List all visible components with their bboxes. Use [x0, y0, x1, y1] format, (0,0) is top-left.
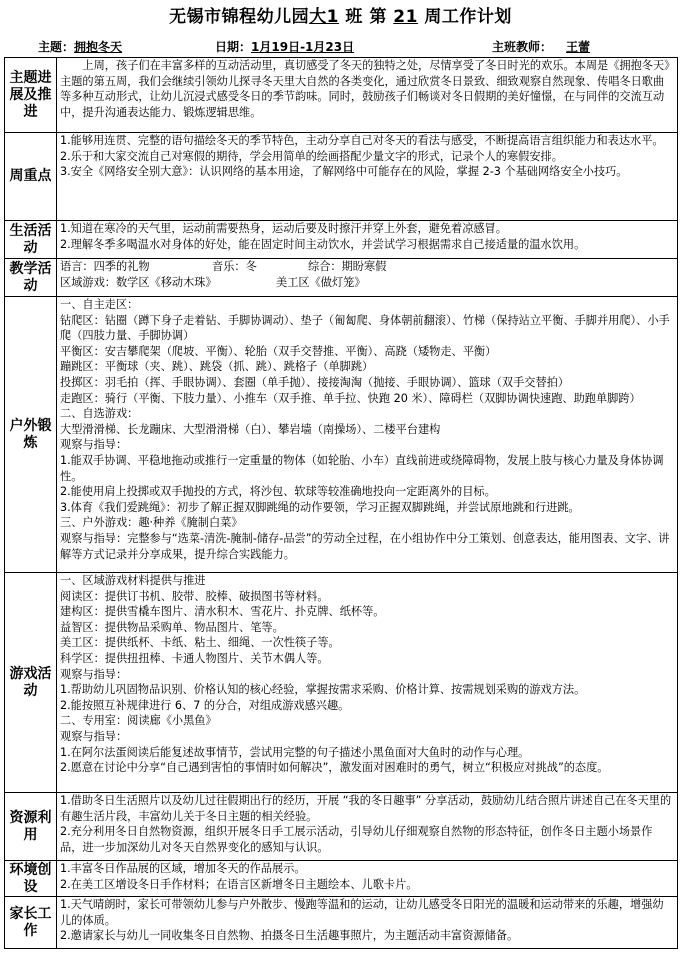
outdoor-line: 蹦跳区：平衡球（夹、跳）、跳袋（抓、跳）、跳格子（单脚跳） — [60, 360, 374, 374]
date-field — [215, 38, 354, 55]
row-focus — [5, 133, 678, 221]
outdoor-line: 1.能双手协调、平稳地拖动或推行一定重量的物体（如轮胎、小车）直线前进或绕障碍物，发展上肢与核心力量及身体协调性。 — [60, 453, 664, 483]
date-value: 1月19日-1月23日 — [251, 40, 355, 54]
games-line: 科学区：提供扭扭棒、卡通人物图片、关节木偶人等。 — [60, 651, 329, 665]
plan-table — [4, 57, 678, 949]
games-line: 二、专用室：阅读廊《小黑鱼》 — [60, 714, 217, 728]
environment-content — [57, 861, 678, 897]
games-line: 1.帮助幼儿巩固物品识别、价格认知的核心经验，掌握按需求采购、价格计算、按需规划采购的游戏方法。 — [60, 683, 586, 697]
teaching-language: 语言：四季的礼物 — [60, 260, 150, 273]
games-label: 游戏活动 — [5, 573, 57, 793]
row-progress — [5, 58, 678, 133]
row-life — [5, 221, 678, 259]
teaching-label: 教学活动 — [5, 259, 57, 297]
outdoor-content — [57, 297, 678, 573]
focus-label: 周重点 — [5, 133, 57, 221]
environment-item: 1.丰富冬日作品展的区域，增加冬天的作品展示。 — [60, 862, 306, 875]
school-name: 无锡市锦程幼儿园 — [169, 7, 310, 27]
focus-item: 3.安全《网络安全别大意》：认识网络的基本用途，了解网络中可能存在的风险，掌握 2-3 个基础网络安全小技巧。 — [60, 165, 628, 179]
theme-field — [38, 38, 122, 55]
environment-item: 2.在美工区增设冬日手作材料；在语言区新增冬日主题绘本、儿歌卡片。 — [60, 877, 418, 891]
outdoor-line: 2.能使用肩上投掷或双手抛投的方式，将沙包、软球等较准确地投向一定距离外的目标。 — [60, 485, 496, 499]
outdoor-line: 观察与指导：完整参与“选菜-清洗-腌制-储存-品尝”的劳动全过程，在小组协作中分工策划、创意表达，能用图表、文字、讲解等方式记录并分享成果，提升综合实践能力。 — [60, 531, 670, 561]
progress-label: 主题进展及推进 — [5, 58, 57, 133]
parents-content — [57, 897, 678, 949]
games-line: 美工区：提供纸杯、卡纸、粘土、细绳、一次性筷子等。 — [60, 636, 340, 650]
resources-content — [57, 793, 678, 861]
outdoor-line: 3.体育《我们爱跳绳》：初步了解正握双脚跳绳的动作要领，学习正握双脚跳绳，并尝试原地跳和行进跳。 — [60, 500, 580, 514]
outdoor-line: 投掷区：羽毛拍（挥、手眼协调）、套圈（单手抛）、接接淘淘（抛接、手眼协调）、篮球（双手交替拍） — [60, 375, 570, 389]
teaching-music: 音乐：冬 — [212, 260, 257, 273]
teaching-row-1 — [60, 259, 674, 275]
outdoor-line: 大型滑滑梯、长龙蹦床、大型滑滑梯（白）、攀岩墙（南操场）、二楼平台建构 — [60, 422, 441, 436]
date-label: 日期： — [215, 40, 252, 54]
resources-item: 2.充分利用冬日自然物资源，组织开展冬日手工展示活动，引导幼儿仔细观察自然物的形态特征，创作冬日主题小场景作品，进一步加深幼儿对冬天自然界变化的感知与认识。 — [60, 825, 653, 854]
focus-item: 1.能够用连贯、完整的语句描绘冬天的季节特色，主动分享自己对冬天的看法与感受，不断提高语言组织能力和表达水平。 — [60, 134, 664, 147]
life-label: 生活活动 — [5, 221, 57, 259]
outdoor-line: 二、自选游戏： — [60, 407, 139, 421]
games-line: 观察与指导： — [60, 667, 128, 681]
games-line: 建构区：提供雪橇车图片、清水积木、雪花片、扑克牌、纸杯等。 — [60, 605, 385, 619]
row-environment — [5, 861, 678, 897]
resources-label: 资源利用 — [5, 793, 57, 861]
row-resources — [5, 793, 678, 861]
games-line: 观察与指导： — [60, 729, 128, 743]
teacher-field — [492, 38, 604, 55]
life-item: 2.理解冬季多喝温水对身体的好处，能在固定时间主动饮水，并尝试学习根据需求自己接适量的温水饮用。 — [60, 237, 586, 251]
row-parents — [5, 897, 678, 949]
parents-item: 2.邀请家长与幼儿一同收集冬日自然物、拍摄冬日生活趣事照片，为主题活动丰富资源储备。 — [60, 929, 519, 943]
focus-item: 2.乐于和大家交流自己对寒假的期待，学会用简单的绘画搭配少量文字的形式，记录个人的寒假安排。 — [60, 149, 563, 163]
games-line: 2.愿意在讨论中分享“自己遇到害怕的事情时如何解决”，激发面对困难时的勇气，树立“积极应对挑战”的态度。 — [60, 761, 609, 775]
life-content — [57, 221, 678, 259]
parents-item: 1.天气晴朗时，家长可带领幼儿参与户外散步、慢跑等温和的运动，让幼儿感受冬日阳光的温暖和运动带来的乐趣，增强幼儿的体质。 — [60, 898, 664, 927]
environment-label: 环境创设 — [5, 861, 57, 897]
focus-content — [57, 133, 678, 221]
games-line: 一、区域游戏材料提供与推进 — [60, 574, 206, 587]
teaching-area-game: 区域游戏：数学区《移动木珠》 — [60, 275, 217, 289]
games-line: 益智区：提供物品采购单、物品图片、笔等。 — [60, 620, 284, 634]
theme-value: 拥抱冬天 — [74, 40, 123, 54]
games-line: 1.在阿尔法蛋阅读后能复述故事情节，尝试用完整的句子描述小黑鱼面对大鱼时的动作与心理。 — [60, 745, 530, 759]
games-content — [57, 573, 678, 793]
doc-type: 周工作计划 — [424, 7, 512, 27]
week-number: 21 — [393, 7, 418, 27]
row-teaching — [5, 259, 678, 297]
progress-text: 上周，孩子们在丰富多样的互动活动里，真切感受了冬天的独特之处，尽情享受了冬日时光的欢乐。本周是《拥抱冬天》主题的第五周，我们会继续引领幼儿探寻冬天里大自然的各类变化，通过欣赏冬日景致、细致观察自然现象、传唱冬日歌曲等多种互动形式，让幼儿沉浸式感受冬日的季节韵味。同时，鼓励孩子们畅谈对冬日假期的美好憧憬，在与同伴的交流互动中，提升沟通表达能力、锻炼逻辑思维。 — [60, 59, 670, 119]
theme-label: 主题： — [38, 40, 75, 54]
games-line: 2.能按照互补规律进行 6、7 的分合，对组成游戏感兴趣。 — [60, 698, 350, 712]
resources-item: 1.借助冬日生活照片以及幼儿过往假期出行的经历，开展 “我的冬日趣事” 分享活动，鼓励幼儿结合照片讲述自己在冬天里的有趣生活片段，丰富幼儿关于冬日主题的相关经验。 — [60, 794, 672, 823]
teaching-content — [57, 259, 678, 297]
parents-label: 家长工作 — [5, 897, 57, 949]
class-suffix: 班 第 — [345, 7, 387, 27]
row-outdoor — [5, 297, 678, 573]
outdoor-line: 平衡区：安吉攀爬架（爬坡、平衡）、轮胎（双手交替推、平衡）、高跷（矮物走、平衡） — [60, 344, 497, 358]
teacher-value: 王蕾 — [566, 40, 591, 54]
outdoor-line: 观察与指导： — [60, 438, 128, 452]
page-title — [0, 2, 681, 27]
outdoor-line: 钻爬区：钻圈（蹲下身子走着钻、手脚协调动）、垫子（匍匐爬、身体朝前翻滚）、竹梯（保持站立平衡、手脚并用爬）、小手爬（四肢力量、手脚协调） — [60, 313, 670, 343]
outdoor-line: 走跑区：骑行（平衡、下肢力量）、小推车（双手推、单手拉、快跑 20 米）、障碍栏（双脚协调快速跑、助跑单脚跨） — [60, 391, 641, 405]
progress-content — [57, 58, 678, 133]
teacher-label: 主班教师： — [492, 40, 553, 54]
teaching-row-2 — [60, 275, 674, 291]
outdoor-line: 一、自主走区： — [60, 298, 139, 311]
row-games — [5, 573, 678, 793]
outdoor-line: 三、户外游戏：趣·种养《腌制白菜》 — [60, 516, 243, 530]
teaching-art: 美工区《做灯笼》 — [276, 275, 366, 289]
games-line: 阅读区：提供订书机、胶带、胶棒、破损图书等材料。 — [60, 589, 329, 603]
class-name: 大1 — [309, 7, 339, 27]
meta-row — [0, 38, 681, 58]
life-item: 1.知道在寒冷的天气里，运动前需要热身，运动后要及时擦汗并穿上外套，避免着凉感冒。 — [60, 222, 507, 235]
teaching-integrated: 综合：期盼寒假 — [308, 260, 387, 273]
outdoor-label: 户外锻炼 — [5, 297, 57, 573]
